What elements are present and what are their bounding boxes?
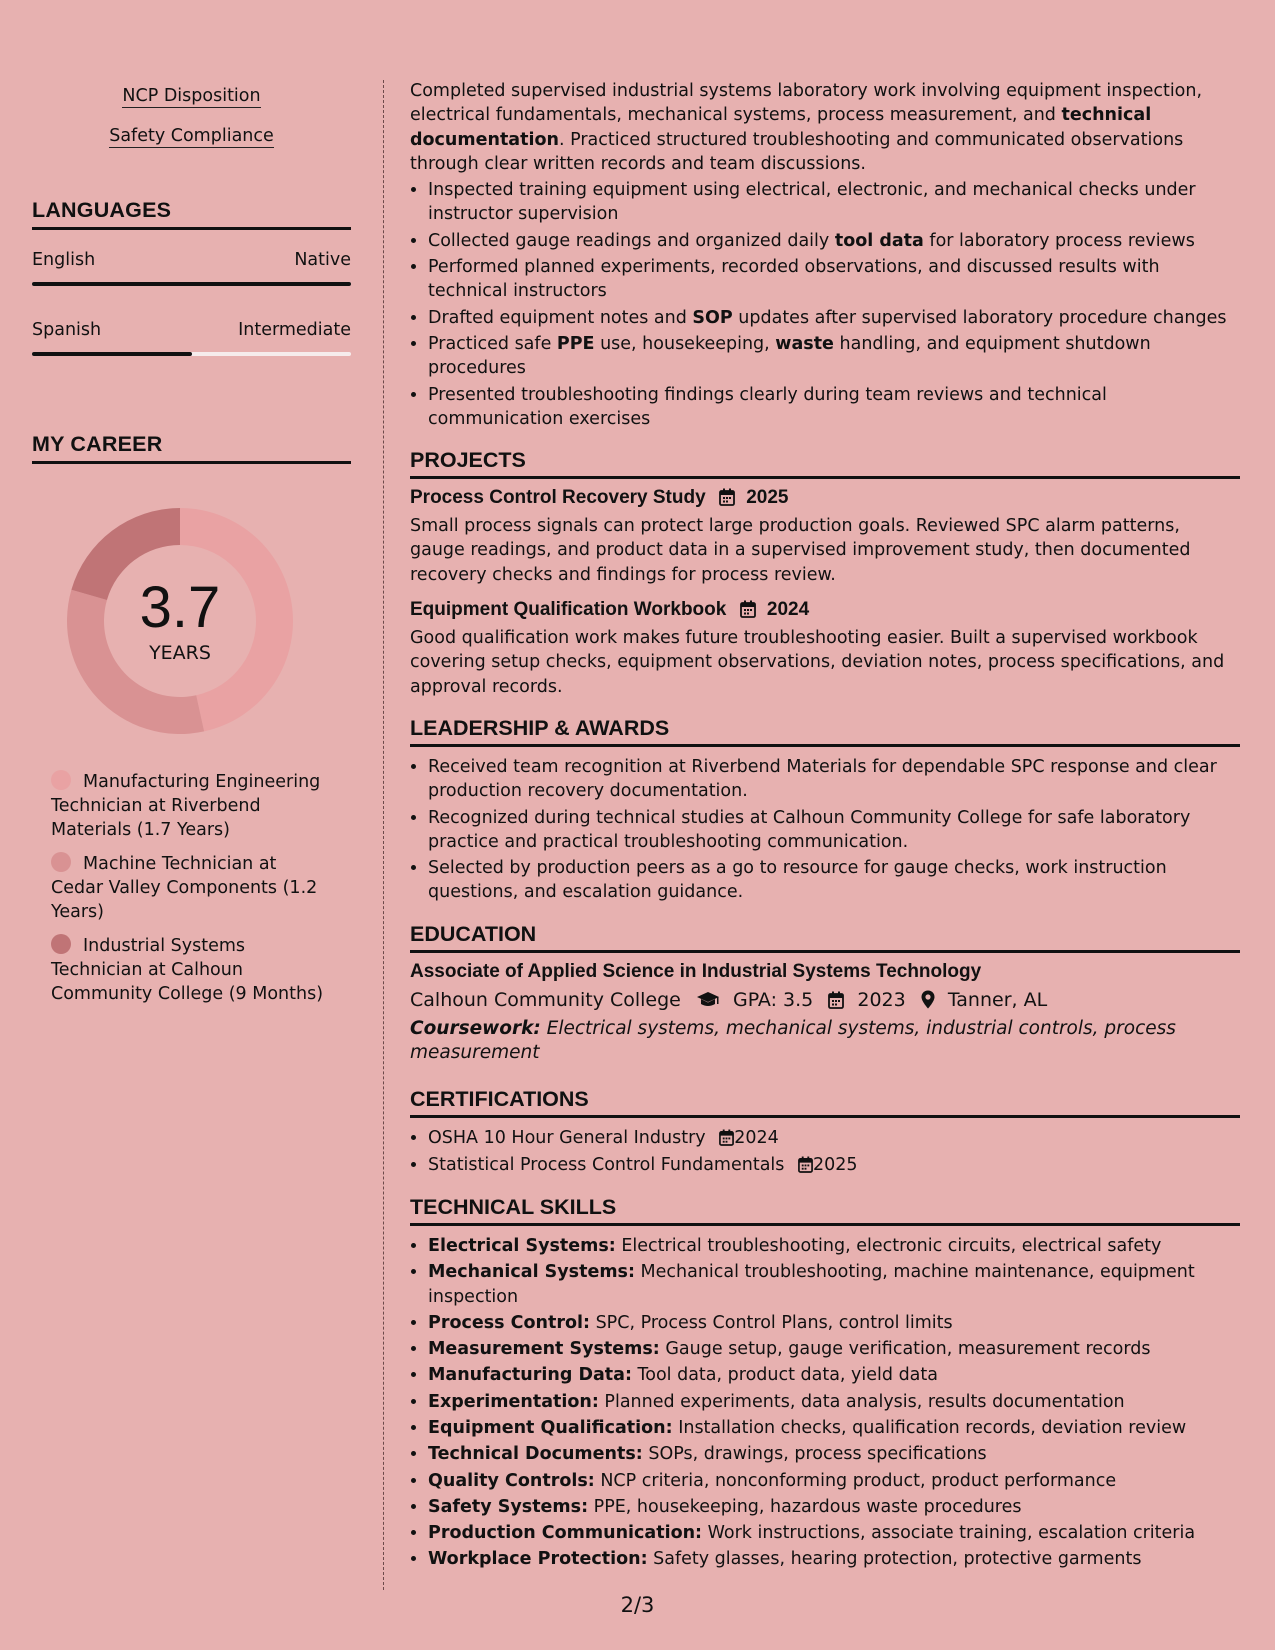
education-school: Calhoun Community College bbox=[410, 988, 681, 1011]
language-level: Intermediate bbox=[238, 320, 351, 340]
project-year: 2025 bbox=[746, 487, 789, 509]
language-proficiency-bar bbox=[32, 352, 351, 356]
skills-heading: TECHNICAL SKILLS bbox=[410, 1195, 1240, 1226]
career-legend-item bbox=[51, 770, 331, 842]
list-item: • OSHA 10 Hour General Industry 2024 bbox=[428, 1126, 1240, 1150]
list-item: • Experimentation: Planned experiments, data analysis, results documentation bbox=[428, 1390, 1240, 1414]
list-item: • Performed planned experiments, recorded observations, and discussed results with technical instructors bbox=[428, 255, 1240, 304]
certifications-list bbox=[410, 1126, 1240, 1177]
education-coursework: Coursework: Electrical systems, mechanical systems, industrial controls, process measurement bbox=[410, 1017, 1176, 1064]
language-spanish bbox=[32, 320, 351, 340]
list-item: • Practiced safe PPE use, housekeeping, waste handling, and equipment shutdown procedures bbox=[428, 332, 1240, 381]
language-proficiency-fill bbox=[32, 282, 351, 286]
tag-ncp-disposition[interactable]: NCP Disposition bbox=[122, 86, 261, 106]
experience-bullets bbox=[410, 178, 1240, 431]
legend-label: Industrial Systems Technician at Calhoun Community College (9 Months) bbox=[51, 936, 324, 1004]
education-year: 2023 bbox=[857, 988, 906, 1011]
list-item: • Inspected training equipment using electrical, electronic, and mechanical checks under instructor supervision bbox=[428, 178, 1240, 227]
project-description: Good qualification work makes future troubleshooting easier. Built a supervised workbook covering setup checks, equipment observations, deviation notes, process specifications, and approval records. bbox=[410, 628, 1225, 697]
language-proficiency-bar bbox=[32, 282, 351, 286]
calendar-icon bbox=[740, 599, 756, 620]
language-proficiency-fill bbox=[32, 352, 192, 356]
location-pin-icon bbox=[921, 989, 935, 1011]
experience-summary: Completed supervised industrial systems laboratory work involving equipment inspection, electrical fundamentals, mechanical systems, process measurement, and technical documentation. Practiced structured troubleshooting and communicated observations through clear written records and team discussions. bbox=[410, 81, 1203, 174]
list-item: • Manufacturing Data: Tool data, product data, yield data bbox=[428, 1363, 1240, 1387]
sidebar bbox=[32, 0, 351, 1016]
career-total-years: 3.7 bbox=[139, 575, 221, 640]
list-item: • Recognized during technical studies at Calhoun Community College for safe laboratory practice and practical troubleshooting communication. bbox=[428, 806, 1240, 855]
leadership-heading: LEADERSHIP & AWARDS bbox=[410, 716, 1240, 747]
list-item: • Technical Documents: SOPs, drawings, process specifications bbox=[428, 1442, 1240, 1466]
tag-safety-compliance[interactable]: Safety Compliance bbox=[109, 126, 274, 146]
career-total-unit: YEARS bbox=[149, 642, 211, 664]
list-item: • Statistical Process Control Fundamentals 2025 bbox=[428, 1153, 1240, 1177]
education-location: Tanner, AL bbox=[947, 988, 1048, 1011]
career-legend-item bbox=[51, 934, 331, 1006]
list-item: • Electrical Systems: Electrical troubleshooting, electronic circuits, electrical safety bbox=[428, 1234, 1240, 1258]
legend-dot bbox=[51, 852, 71, 872]
list-item: • Mechanical Systems: Mechanical troubleshooting, machine maintenance, equipment inspection bbox=[428, 1260, 1240, 1309]
calendar-icon bbox=[719, 487, 735, 508]
list-item: • Received team recognition at Riverbend Materials for dependable SPC response and clear production recovery documentation. bbox=[428, 755, 1240, 804]
list-item: • Quality Controls: NCP criteria, nonconforming product, product performance bbox=[428, 1469, 1240, 1493]
list-item: • Workplace Protection: Safety glasses, hearing protection, protective garments bbox=[428, 1547, 1240, 1571]
career-heading: MY CAREER bbox=[32, 432, 351, 464]
language-name: Spanish bbox=[32, 320, 102, 340]
skills-list bbox=[410, 1234, 1240, 1572]
list-item: • Equipment Qualification: Installation checks, qualification records, deviation review bbox=[428, 1416, 1240, 1440]
legend-dot bbox=[51, 770, 71, 790]
column-divider bbox=[383, 80, 384, 1590]
career-donut-chart bbox=[65, 506, 295, 736]
legend-dot bbox=[51, 934, 71, 954]
education-gpa: GPA: 3.5 bbox=[732, 988, 814, 1011]
legend-label: Manufacturing Engineering Technician at Riverbend Materials (1.7 Years) bbox=[51, 772, 321, 840]
legend-label: Machine Technician at Cedar Valley Components (1.2 Years) bbox=[51, 854, 318, 922]
certification-year: 2024 bbox=[734, 1128, 779, 1149]
language-name: English bbox=[32, 250, 96, 270]
languages-heading: LANGUAGES bbox=[32, 198, 351, 230]
calendar-icon bbox=[719, 1128, 734, 1148]
education-degree: Associate of Applied Science in Industrial Systems Technology bbox=[410, 960, 982, 982]
list-item: • Selected by production peers as a go to resource for gauge checks, work instruction questions, and escalation guidance. bbox=[428, 856, 1240, 905]
language-level: Native bbox=[294, 250, 351, 270]
education-meta bbox=[410, 989, 1240, 1011]
project-description: Small process signals can protect large production goals. Reviewed SPC alarm patterns, gauge readings, and product data in a supervised improvement study, then documented recovery checks and findings for process review. bbox=[410, 516, 1191, 585]
list-item: • Safety Systems: PPE, housekeeping, hazardous waste procedures bbox=[428, 1495, 1240, 1519]
career-legend bbox=[32, 770, 331, 1006]
main-content bbox=[410, 79, 1240, 1574]
list-item: • Presented troubleshooting findings clearly during team reviews and technical communication exercises bbox=[428, 383, 1240, 432]
list-item: • Drafted equipment notes and SOP updates after supervised laboratory procedure changes bbox=[428, 306, 1240, 330]
leadership-list bbox=[410, 755, 1240, 905]
calendar-icon bbox=[828, 989, 844, 1011]
graduation-cap-icon bbox=[696, 989, 720, 1011]
language-english bbox=[32, 250, 351, 270]
page-number: 2/3 bbox=[620, 1593, 655, 1617]
career-legend-item bbox=[51, 852, 331, 924]
certification-year: 2025 bbox=[812, 1154, 858, 1175]
list-item: • Production Communication: Work instructions, associate training, escalation criteria bbox=[428, 1521, 1240, 1545]
certifications-heading: CERTIFICATIONS bbox=[410, 1087, 1240, 1118]
calendar-icon bbox=[798, 1155, 813, 1175]
project-year: 2024 bbox=[766, 599, 810, 621]
list-item: • Process Control: SPC, Process Control Plans, control limits bbox=[428, 1311, 1240, 1335]
list-item: • Measurement Systems: Gauge setup, gauge verification, measurement records bbox=[428, 1337, 1240, 1361]
list-item: • Collected gauge readings and organized daily tool data for laboratory process reviews bbox=[428, 229, 1240, 253]
project-title: Equipment Qualification Workbook 2024 bbox=[410, 599, 810, 621]
project-title: Process Control Recovery Study 2025 bbox=[410, 487, 789, 509]
education-heading: EDUCATION bbox=[410, 922, 1240, 953]
projects-heading: PROJECTS bbox=[410, 448, 1240, 479]
